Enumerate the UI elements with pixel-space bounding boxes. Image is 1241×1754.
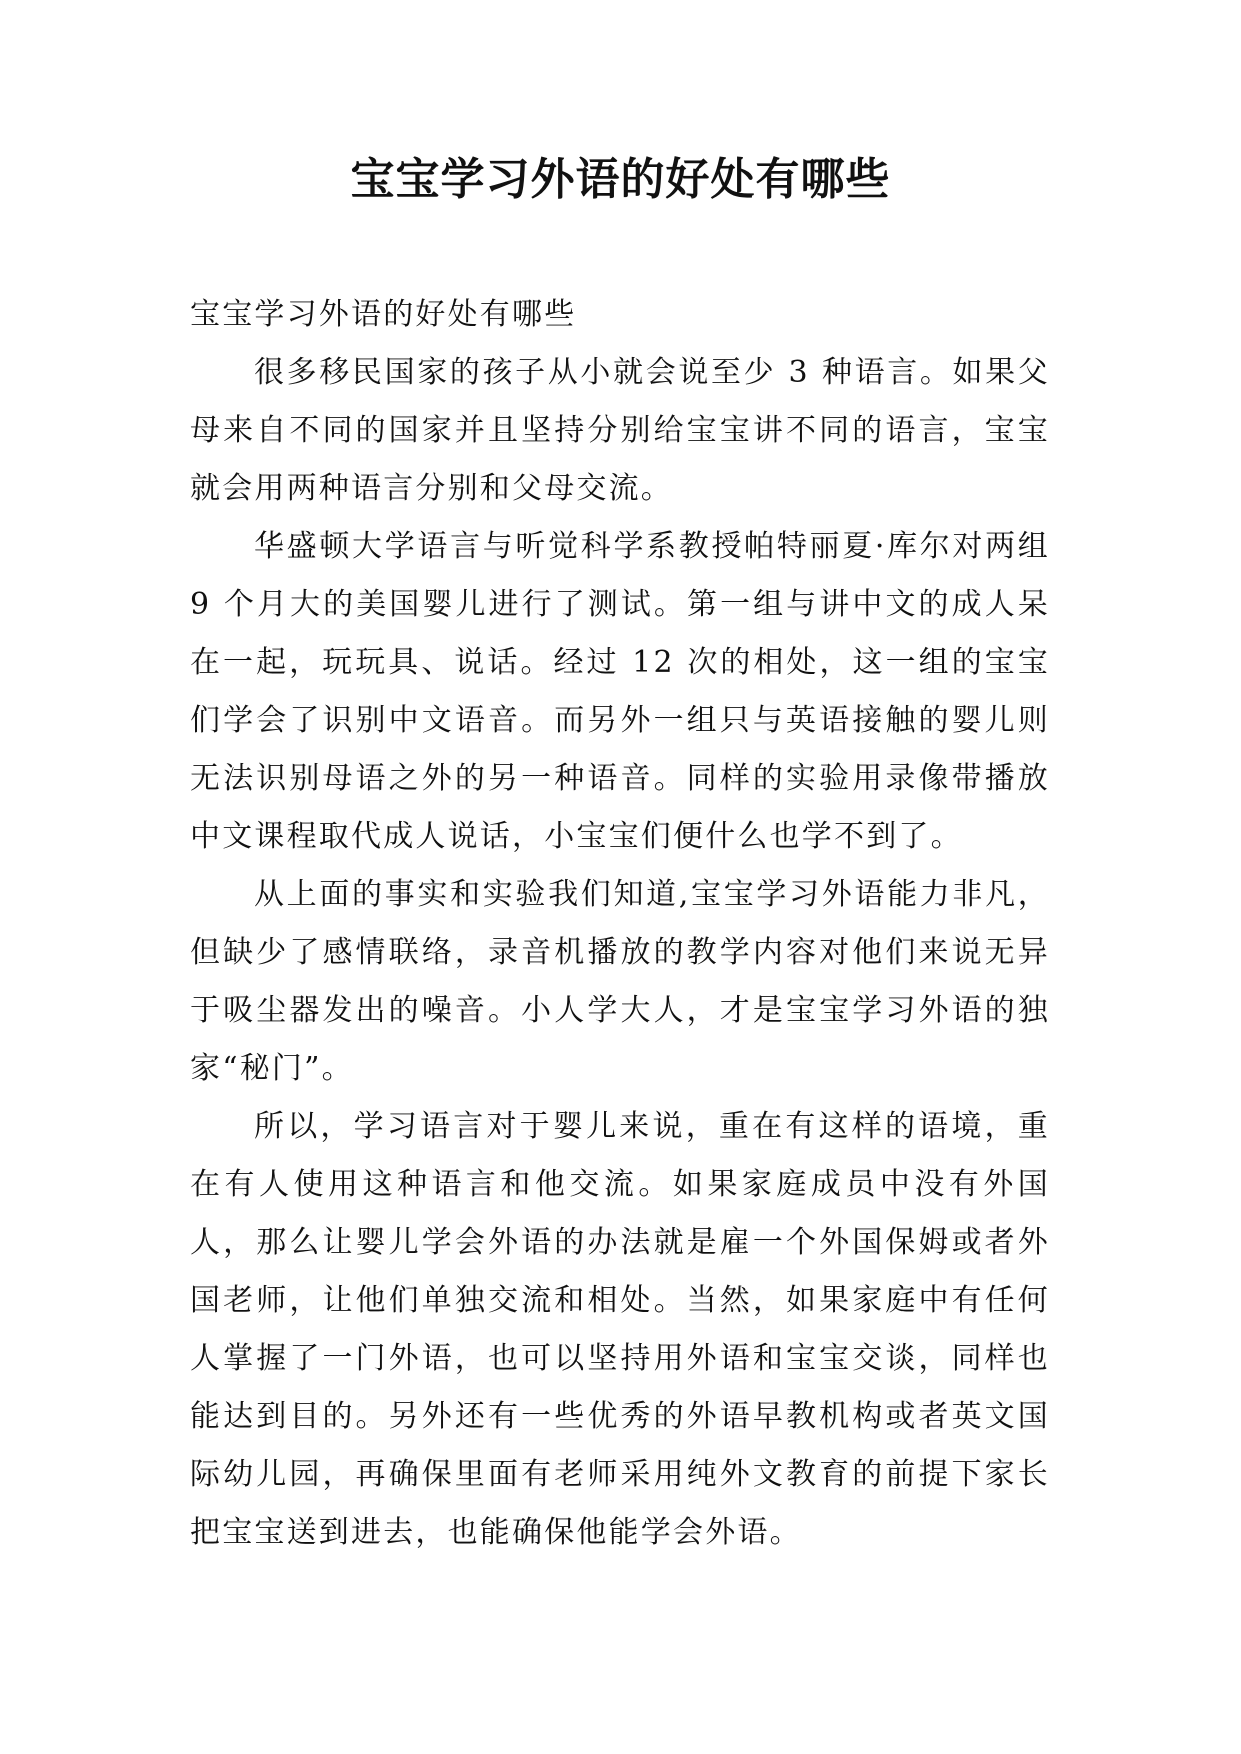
paragraph: 很多移民国家的孩子从小就会说至少 3 种语言。如果父母来自不同的国家并且坚持分别给宝宝讲不同的语言，宝宝就会用两种语言分别和父母交流。 (190, 355, 1050, 506)
document-body (190, 286, 1050, 1562)
paragraph: 华盛顿大学语言与听觉科学系教授帕特丽夏·库尔对两组 9 个月大的美国婴儿进行了测试。第一组与讲中文的成人呆在一起，玩玩具、说话。经过 12 次的相处，这一组的宝宝们学会了识别中文语音。而另外一组只与英语接触的婴儿则无法识别母语之外的另一种语音。同样的实验用录像带播放中文课程取代成人说话，小宝宝们便什么也学不到了。 (190, 529, 1050, 854)
document-title: 宝宝学习外语的好处有哪些 (350, 154, 891, 205)
document-subheading: 宝宝学习外语的好处有哪些 (190, 297, 577, 332)
paragraph: 所以，学习语言对于婴儿来说，重在有这样的语境，重在有人使用这种语言和他交流。如果家庭成员中没有外国人，那么让婴儿学会外语的办法就是雇一个外国保姆或者外国老师，让他们单独交流和相处。当然，如果家庭中有任何人掌握了一门外语，也可以坚持用外语和宝宝交谈，同样也能达到目的。另外还有一些优秀的外语早教机构或者英文国际幼儿园，再确保里面有老师采用纯外文教育的前提下家长把宝宝送到进去，也能确保他能学会外语。 (190, 1109, 1050, 1550)
paragraph: 从上面的事实和实验我们知道,宝宝学习外语能力非凡，但缺少了感情联络，录音机播放的教学内容对他们来说无异于吸尘器发出的噪音。小人学大人，才是宝宝学习外语的独家“秘门”。 (190, 877, 1050, 1086)
